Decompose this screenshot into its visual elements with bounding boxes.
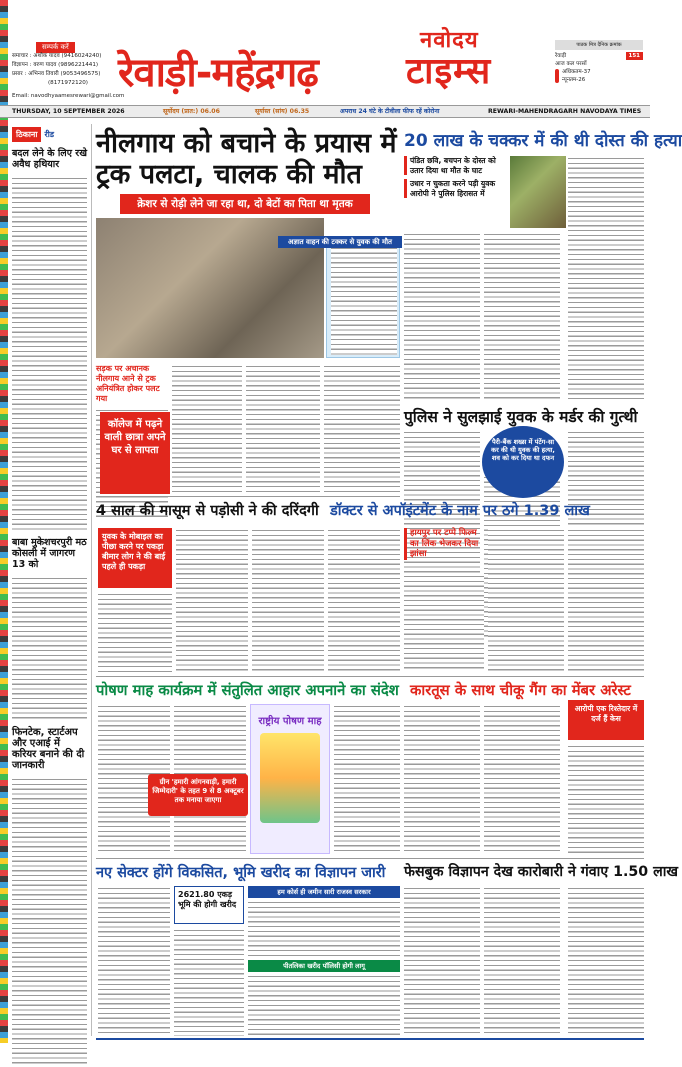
max-temp: अधिकतम-37 [562, 69, 591, 75]
sub-highlight-box: युवक के मोबाइल का पीछा करने पर पकड़ा बीमार लोग ने की बाई पहले ही पकड़ा [98, 528, 172, 588]
sector-info-body [248, 900, 400, 956]
section-kicker-2: रीड [44, 130, 55, 139]
contact-label: सम्पर्क करें [36, 42, 75, 53]
facebook-fraud-headline: फेसबुक विज्ञापन देख कारोबारी ने गंवाए 1.50 लाख [404, 864, 678, 880]
story-body [12, 176, 87, 531]
bullet-item: पंडित छवि, बचपन के दोस्त को उतार दिया था मौत के घाट [404, 156, 508, 175]
story-body [404, 886, 480, 1036]
story-body [12, 777, 87, 1067]
friend-murder-headline-text: 20 लाख के चक्कर में की थी दोस्त की हत्या [404, 131, 682, 151]
accident-box-title: अज्ञात वाहन की टक्कर से युवक की मौत [278, 236, 402, 248]
story-body [568, 528, 644, 672]
left-column [8, 124, 92, 1036]
story-body [488, 528, 564, 672]
sector-policy-bar: पीतलिका खरीद पॉलिसी होगी लागू [248, 960, 400, 972]
lead-headline: नीलगाय को बचाने के प्रयास में ट्रक पलटा, चालक की मौत [96, 128, 397, 190]
issue-date: THURSDAY, 10 SEPTEMBER 2026 [12, 108, 125, 115]
story-body [334, 704, 400, 854]
credit-line: समाचार : अशोक यादव (9416024240) [12, 53, 102, 59]
credit-line: प्रसार : अभिनव तिवारी (9053496575) [12, 71, 101, 77]
child-assault-headline: 4 साल की मासूम से पड़ोसी ने की दरिंदगी [96, 503, 319, 519]
highlight-box: कॉलेज में पढ़ने वाली छात्रा अपने घर से लापता [100, 412, 170, 494]
story-body [98, 886, 170, 1036]
thermometer-icon [555, 69, 559, 83]
weather-days: आज कल परसों [555, 61, 587, 67]
masthead [0, 0, 650, 118]
sector-info-bar: हम कोर्स ही जमीन सारी राजस्व सरकार [248, 886, 400, 898]
brand-title-top: नवोदय [420, 28, 479, 53]
min-temp: न्यूनतम-26 [562, 77, 586, 83]
brand-title-left: रेवाड़ी-महेंद्रगढ़ [118, 50, 318, 96]
poster-illustration [260, 733, 320, 823]
story-body [568, 886, 644, 1036]
murder-solved-headline: पुलिस ने सुलझाई युवक के मर्डर की गुत्थी [404, 408, 638, 426]
fraud-box-headline: हायपुर पर टप्पे फिल्म का लिंक भेजकर दिया झांसा [404, 528, 488, 560]
friend-murder-bullets [404, 156, 508, 198]
story-body [174, 928, 244, 1036]
story-body [98, 592, 172, 672]
fraud-box [404, 528, 488, 568]
nutrition-quote-box: ग्रीन 'हमारी आंगनवाड़ी, हमारी जिम्मेदारी' के तहत 9 से 8 अक्टूबर तक मनाया जाएगा [148, 774, 248, 816]
issue-number-badge: 151 [626, 52, 643, 60]
weather-top-label: पाठक मित्र दैनिक क्रमांक [555, 40, 643, 50]
crime-scene-photo [510, 156, 566, 228]
credit-line: विज्ञापन : वरुण यादव (9896221441) [12, 62, 99, 68]
helpline-text: अपराध 24 घंटे के टीवीला फीफ रहें कोरोना [340, 108, 440, 115]
lead-body [324, 364, 400, 494]
story-body [568, 744, 644, 854]
sector-policy-body [248, 974, 400, 1036]
date-strip [0, 105, 650, 118]
friend-murder-headline [404, 128, 682, 151]
email-line: Email: navodhyaamesrewari@gmail.com [12, 93, 125, 99]
story-headline: बाबा मुकेशचरपुरी मठ कोसली में जागरण 13 को [12, 537, 87, 570]
cartridge-side-box: आरोपी एक रिश्तेदार में दर्ज हैं केस [568, 700, 644, 740]
sunset-time: सूर्यास्त (सांय) 06.35 [255, 108, 310, 115]
story-headline: बदल लेने के लिए रखे अवैध हथियार [12, 148, 87, 170]
credit-line: (8171972120) [48, 80, 88, 86]
story-body [404, 232, 480, 400]
story-body [252, 528, 324, 672]
doctor-fraud-headline-text: डॉक्टर से अपॉइंटमेंट के नाम पर ठगे 1.39 लाख [330, 503, 590, 519]
story-body [404, 574, 484, 672]
accident-box [326, 236, 400, 358]
cartridge-headline: कारतूस के साथ चीकू गैंग का मेंबर अरेस्ट [410, 682, 631, 699]
story-body [568, 156, 644, 400]
sector-headline: नए सेक्टर होंगे विकसित, भूमि खरीद का विज्ञापन जारी [96, 865, 386, 881]
lead-bullet: सड़क पर अचानक नीलगाय आने से ट्रक अनियंत्रित होकर पलट गया [96, 364, 160, 403]
sunrise-time: सूर्योदय (प्रात:) 06.06 [163, 108, 220, 115]
section-kicker: ठिकाना [12, 127, 41, 142]
story-body [484, 886, 560, 1036]
story-body [176, 528, 248, 672]
story-body [404, 704, 480, 854]
story-body [484, 704, 560, 854]
story-headline: फिनटेक, स्टार्टअप और एआई में करियर बनाने की दी जानकारी [12, 727, 85, 771]
lead-body [172, 364, 242, 494]
sector-land-box: 2621.80 एकड़ भूमि की होगी खरीद [174, 886, 244, 924]
murder-callout-badge: पैरी-बैंक शख्स में पंटेंग-सा कर की थी युवक की हत्या, शव को कर दिया था दफन [482, 426, 564, 498]
credits-block [12, 52, 112, 88]
story-body [328, 528, 400, 672]
lead-deck: क्रेशर से रोड़ी लेने जा रहा था, दो बेटों का पिता था मृतक [120, 194, 370, 214]
registration-color-strip [0, 0, 8, 1043]
nutrition-poster [250, 704, 330, 854]
doctor-fraud-headline [330, 500, 630, 520]
bullet-item: उधार न चुकता करने पड़ी युवक आरोपी ने पुलिस हिरासत में [404, 179, 508, 198]
story-body [12, 576, 87, 721]
lead-body [246, 364, 320, 494]
poster-title: राष्ट्रीय पोषण माह [258, 716, 322, 727]
brand-title-right: टाइम्स [406, 51, 492, 92]
edition-name: REWARI-MAHENDRAGARH NAVODAYA TIMES [488, 108, 642, 115]
story-body [484, 232, 560, 400]
weather-box [555, 40, 643, 100]
weather-city: रेवाड़ी [555, 53, 567, 59]
nutrition-headline: पोषण माह कार्यक्रम में संतुलित आहार अपनाने का संदेश [96, 682, 399, 699]
